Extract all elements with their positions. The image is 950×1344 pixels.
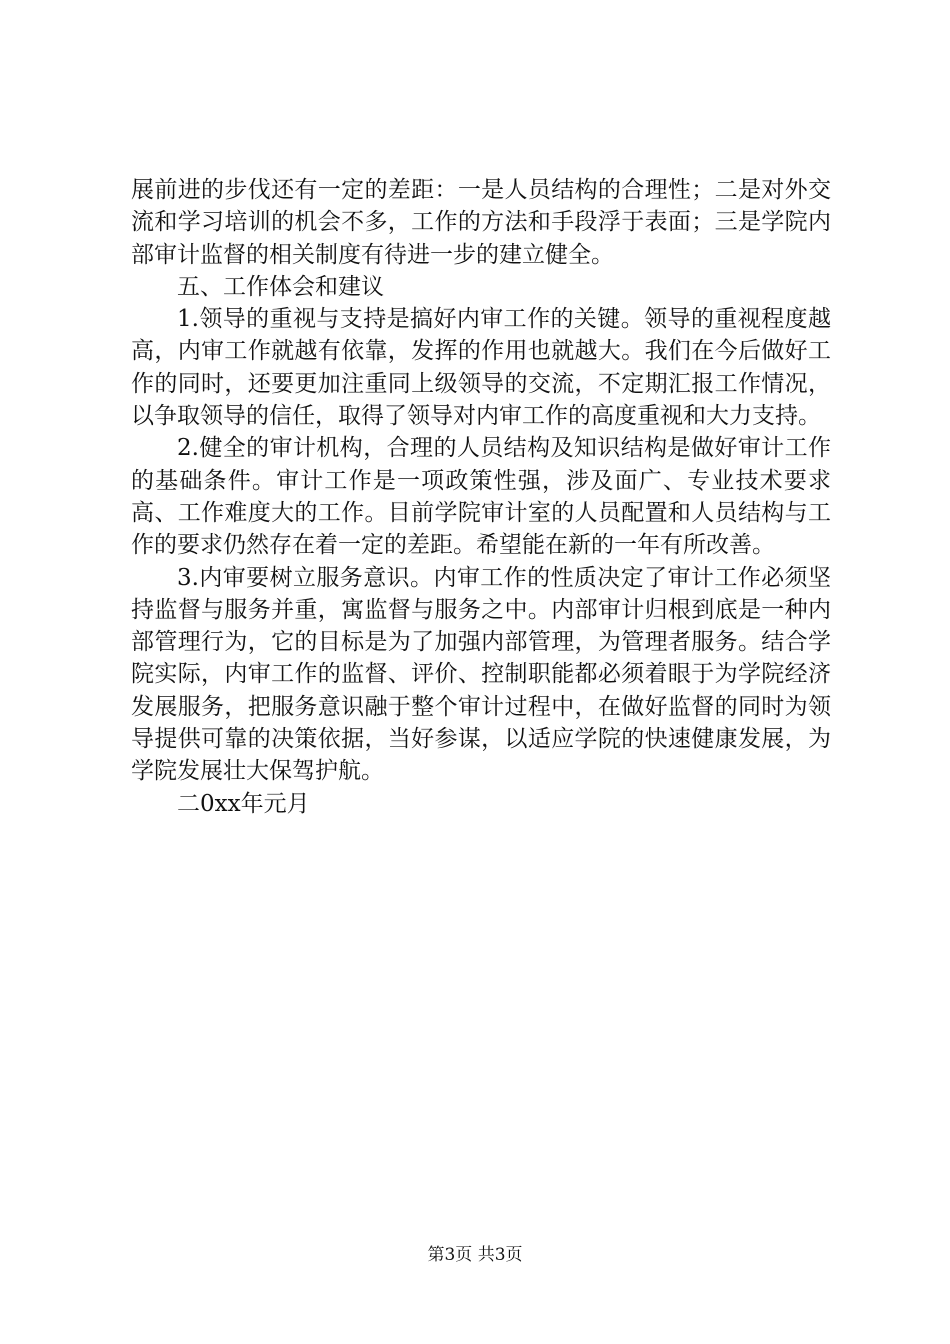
paragraph-item-3: 3.内审要树立服务意识。内审工作的性质决定了审计工作必须坚持监督与服务并重，寓监督与服务之中。内部审计归根到底是一种内部管理行为，它的目标是为了加强内部管理，为管理者服务。结合学院实际，内审工作的监督、评价、控制职能都必须着眼于为学院经济发展服务，把服务意识融于整个审计过程中，在做好监督的同时为领导提供可靠的决策依据，当好参谋，以适应学院的快速健康发展，为学院发展壮大保驾护航。	[131, 564, 831, 785]
paragraph-continuation: 展前进的步伐还有一定的差距：一是人员结构的合理性；二是对外交流和学习培训的机会不多，工作的方法和手段浮于表面；三是学院内部审计监督的相关制度有待进一步的建立健全。	[131, 177, 831, 268]
document-date: 二0xx年元月	[177, 790, 310, 817]
paragraph-item-1: 1.领导的重视与支持是搞好内审工作的关键。领导的重视程度越高，内审工作就越有依靠，发挥的作用也就越大。我们在今后做好工作的同时，还要更加注重同上级领导的交流，不定期汇报工作情况，以争取领导的信任，取得了领导对内审工作的高度重视和大力支持。	[131, 306, 831, 430]
page-footer: 第3页 共3页	[427, 1245, 523, 1265]
document-body	[131, 174, 831, 820]
section-heading: 五、工作体会和建议	[177, 273, 384, 300]
paragraph-item-2: 2.健全的审计机构，合理的人员结构及知识结构是做好审计工作的基础条件。审计工作是一项政策性强，涉及面广、专业技术要求高、工作难度大的工作。目前学院审计室的人员配置和人员结构与工作的要求仍然存在着一定的差距。希望能在新的一年有所改善。	[131, 435, 831, 559]
